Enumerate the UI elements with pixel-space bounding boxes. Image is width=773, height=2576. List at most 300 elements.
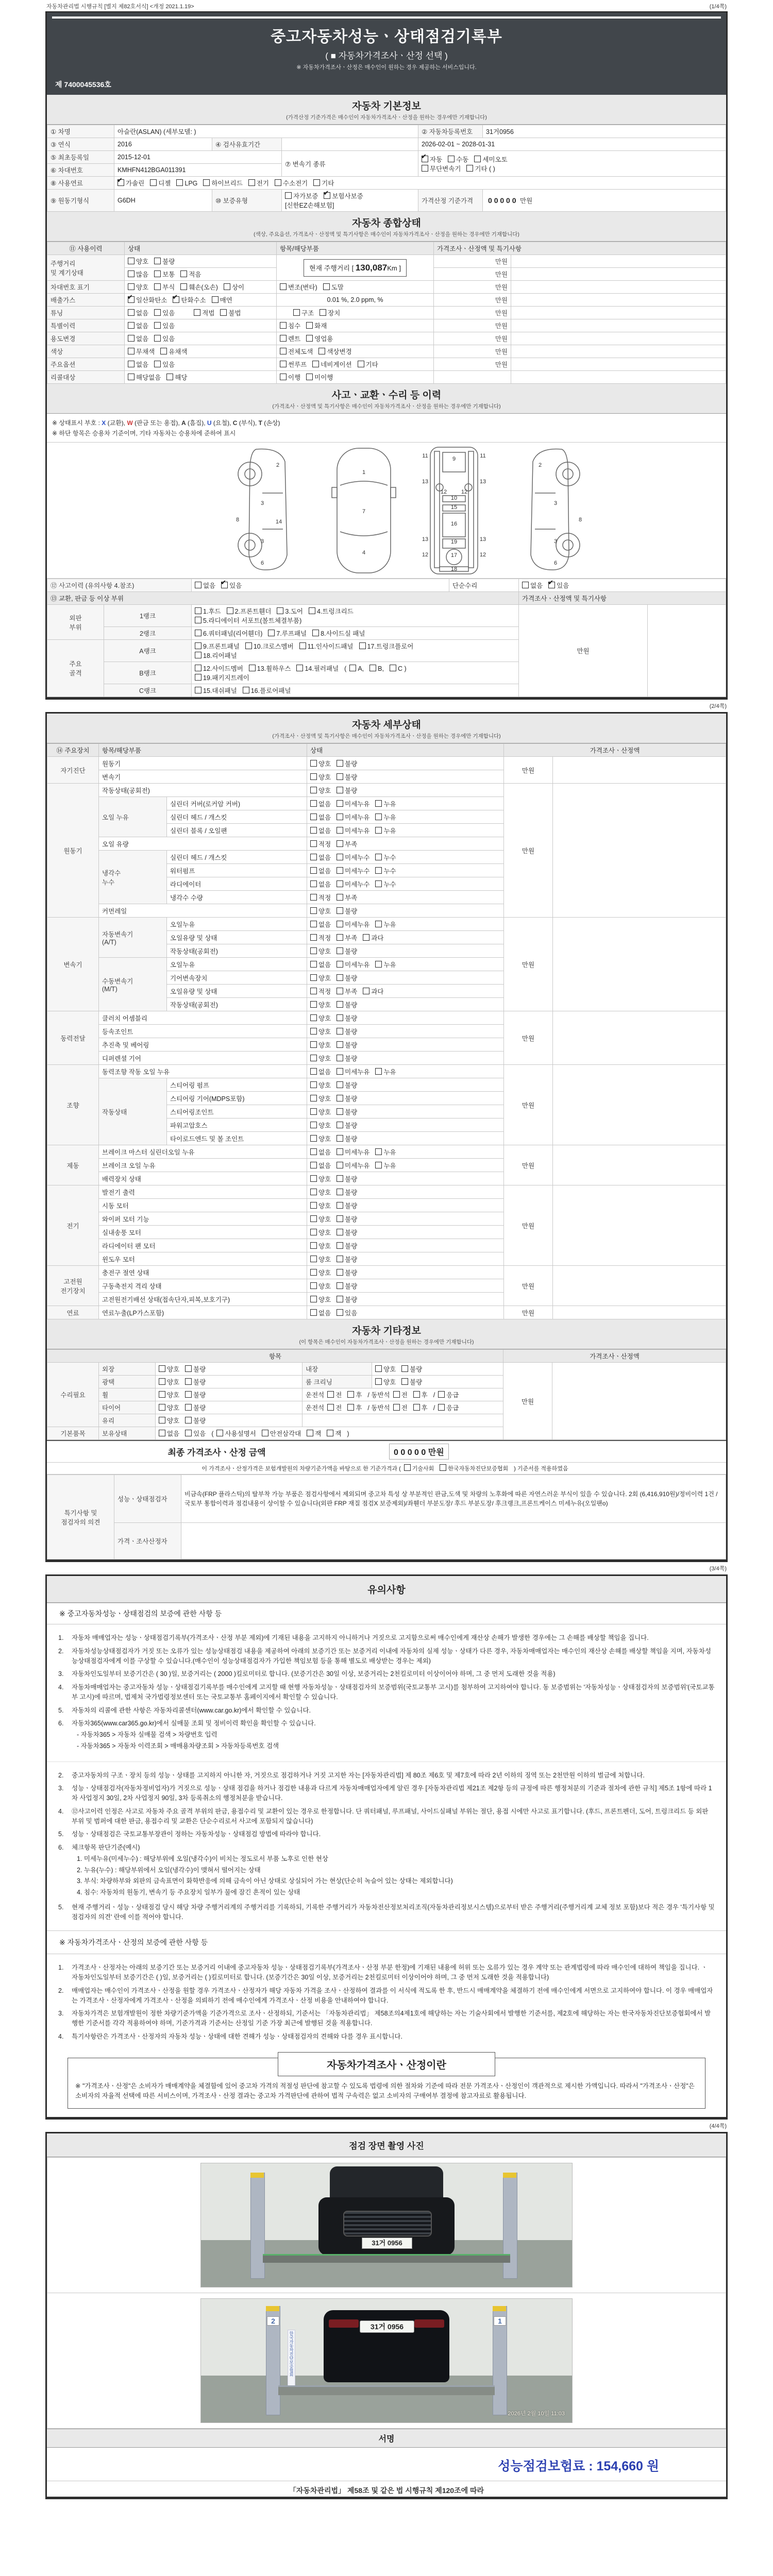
model-year: 2016 <box>114 138 212 151</box>
table-row: 워터펌프 없음 미세누수 누수 <box>47 864 726 877</box>
checkbox-icon <box>337 1189 343 1195</box>
page-block-3 <box>45 1574 728 2120</box>
checkbox-icon <box>337 1256 343 1262</box>
state-options <box>307 851 504 864</box>
checkbox-option: LPG <box>176 179 197 187</box>
checkbox-icon <box>310 867 317 874</box>
checkbox-option: 불량 <box>185 1416 206 1425</box>
checkbox-icon <box>128 374 135 380</box>
checkbox-icon <box>310 947 317 954</box>
checkbox-icon <box>194 309 200 316</box>
checkbox-option: 양호 <box>310 1000 331 1009</box>
checkbox-option: 적정 <box>310 839 331 849</box>
state-options <box>307 1293 504 1306</box>
checkbox-icon <box>337 760 343 767</box>
checkbox-icon <box>320 309 326 316</box>
checkbox-option: 세미오토 <box>474 155 507 164</box>
checkbox-icon <box>310 1095 317 1101</box>
price-cell: 만원 <box>434 294 511 307</box>
checkbox-option: 불량 <box>337 1228 357 1237</box>
checkbox-option: 적법 <box>194 308 214 317</box>
checkbox-icon <box>185 1378 192 1385</box>
table-row: 작동상태 스티어링 펌프 양호 불량 <box>47 1078 726 1092</box>
checkbox-icon <box>337 827 343 834</box>
checkbox-icon <box>337 800 343 807</box>
checkbox-option: 양호 <box>310 1201 331 1210</box>
checkbox-option: 적정 <box>310 987 331 996</box>
diagram-number: 7 <box>362 509 366 515</box>
checkbox-option: 전기 <box>248 178 269 188</box>
checkbox-option: 한국자동차진단보증협회 <box>440 1464 508 1472</box>
checkbox-icon <box>337 1309 343 1316</box>
table-row: 연료 연료누출(LP가스포함) 없음 있음 만원 <box>47 1306 726 1319</box>
state-options <box>307 931 504 944</box>
state-options <box>307 1226 504 1239</box>
state-options <box>307 1092 504 1105</box>
price-cell: 만원 <box>504 1266 553 1306</box>
rank-options <box>192 627 519 640</box>
state-options <box>307 985 504 998</box>
checkbox-icon <box>327 1404 334 1411</box>
checkbox-option: 양호 <box>310 1054 331 1063</box>
checkbox-icon <box>154 270 161 277</box>
table-row: 제동 브레이크 마스터 실린더오일 누유 없음 미세누유 누유 만원 <box>47 1145 726 1159</box>
table-row: 주요옵션 없음 있음 썬루프 네비게이션 기타 만원 <box>47 358 726 371</box>
checkbox-option: ✔자동 <box>422 155 442 164</box>
checkbox-option: 6.쿼터패널(리어휀더) <box>195 629 262 638</box>
checkbox-icon <box>363 934 369 941</box>
checkbox-option: 미이행 <box>306 372 333 382</box>
checkbox-icon <box>310 827 317 834</box>
checkbox-icon <box>128 309 135 316</box>
checkbox-option: 후 <box>413 1403 428 1412</box>
etc-info-table <box>47 1349 726 1440</box>
price-cell: 만원 <box>434 307 511 319</box>
diagram-number: 3 <box>553 500 558 506</box>
checkbox-icon <box>313 179 320 186</box>
checkbox-option: 전 <box>327 1390 342 1399</box>
inspection-fee: 성능점검보험료 : 154,660 원 <box>498 2459 659 2474</box>
checkbox-option: 누수 <box>375 866 396 875</box>
checkbox-icon <box>347 1404 354 1411</box>
state-options <box>307 1105 504 1118</box>
checkbox-icon <box>216 1430 223 1436</box>
checkbox-icon <box>413 1404 420 1411</box>
notices-list-1 <box>47 1624 726 1761</box>
table-row: 오일 누유 실린더 커버(로커암 커버) 없음 미세누유 누유 <box>47 797 726 810</box>
notice-item: 4. 특기사항란은 가격조사ㆍ산정자의 자동차 성능ㆍ상태에 대한 견해가 성능ㆍ상태점검자의 견해와 다를 경우 표시합니다. <box>58 2032 402 2040</box>
checkbox-option: 누유 <box>375 826 396 835</box>
checkbox-option: 미세누유 <box>337 1161 369 1170</box>
checkbox-option: 누수 <box>375 879 396 889</box>
checkbox-option: 양호 <box>310 1013 331 1023</box>
checkbox-option: 양호 <box>310 973 331 982</box>
table-row: ⑨ 원동기형식 G6DH ⑩ 보증유형 자가보증 ✔ 보험사보증[신한EZ손해보험] 가격산정 기준가격 0 0 0 0 0 만원 <box>47 190 726 212</box>
checkbox-option: 불량 <box>337 906 357 916</box>
checkbox-icon <box>159 1378 165 1385</box>
device-group-label: 고전원 전기장치 <box>47 1266 99 1306</box>
post-association-text: 한국자동차진단보증협회 <box>288 2330 295 2395</box>
checkbox-option: 양호 <box>310 1268 331 1277</box>
diagram-number: 3 <box>553 538 558 545</box>
checkbox-option: 누유 <box>375 812 396 822</box>
document-title: 중고자동차성능ㆍ상태점검기록부 <box>271 28 502 45</box>
checkbox-option: 없음 <box>310 853 331 862</box>
checkbox-option: 양호 <box>128 282 148 292</box>
checkbox-icon <box>337 1055 343 1061</box>
device-group-label: 전기 <box>47 1185 99 1266</box>
checkbox-icon <box>154 258 161 264</box>
option-text: ( <box>344 665 347 672</box>
warranty-options <box>282 190 418 212</box>
state-options <box>307 864 504 877</box>
checkbox-icon <box>310 1215 317 1222</box>
state-options <box>307 1212 504 1226</box>
checkbox-option: 기타 <box>313 178 334 188</box>
table-row: 윈도우 모터 양호 불량 <box>47 1252 726 1266</box>
state-options <box>307 944 504 958</box>
notice-item: 2. 매매업자는 매수인이 가격조사ㆍ산정을 원할 경우 가격조사ㆍ산정자가 해당 자동차 가격을 조사ㆍ산정하여 결과를 이 서식에 적도록 한 후, 반드시 매매계약을 체결하기 전에 매수인에게 서면으로 고지하여야 합니다. 이 경우 매매업자는 가격조사ㆍ산정자에게 가격조사ㆍ산정을 의뢰하기 전에 매수인에게 가격조사ㆍ산정 비용을 안내하여야 합니다. <box>58 1987 713 2004</box>
notice-item: 3. 자동차인도일부터 보증기간은 ( 30 )일, 보증거리는 ( 2000 )킬로미터로 합니다. (보증기간은 30일 이상, 보증거리는 2천킬로미터 이상이어야 하며, 그 중 먼저 도래한 것을 적용) <box>58 1670 556 1678</box>
checkbox-option: 후 <box>413 1390 428 1399</box>
checkbox-icon <box>195 630 201 636</box>
checkbox-option: ✔ 탄화수소 <box>173 295 206 304</box>
checkbox-option: 수동 <box>448 155 468 164</box>
fee-area <box>47 2448 726 2481</box>
table-row: 와이퍼 모터 기능 양호 불량 <box>47 1212 726 1226</box>
checkbox-icon <box>312 361 319 367</box>
checkbox-option: 불량 <box>337 946 357 956</box>
checkbox-icon <box>296 665 303 671</box>
checkbox-option: B, <box>369 665 384 672</box>
checkbox-option: 불량 <box>337 1201 357 1210</box>
diagram-number: 15 <box>450 504 458 511</box>
final-price-digits: 0 0 0 0 0 만원 <box>389 1444 449 1460</box>
vin: KMHFN412BGA011391 <box>114 164 282 177</box>
checkbox-icon <box>375 854 382 860</box>
checkbox-option: 18.리어패널 <box>195 651 237 660</box>
final-price-bar <box>47 1440 726 1463</box>
checkbox-icon <box>310 934 317 941</box>
checkbox-option: 잭 <box>307 1429 321 1438</box>
lift-number-right: 1 <box>494 2316 506 2326</box>
state-options <box>307 1159 504 1172</box>
checkbox-icon <box>310 800 317 807</box>
checkbox-icon <box>375 961 382 968</box>
checkbox-icon <box>212 296 219 303</box>
state-options <box>307 1252 504 1266</box>
checkbox-icon <box>375 880 382 887</box>
state-options <box>307 1266 504 1279</box>
notice-subitem: 3. 부식: 차량하부와 외판의 금속표면이 화학반응에 의해 금속이 아닌 상태로 상실되어 가는 현상(단순히 녹슬어 있는 상태는 제외합니다) <box>77 1877 453 1885</box>
table-row: 용도변경 없음 있음 렌트 영업용 만원 <box>47 332 726 345</box>
checkbox-icon <box>280 361 287 367</box>
checkbox-option: 유채색 <box>160 347 187 356</box>
checkbox-icon <box>195 674 201 681</box>
checkbox-option: 미세누수 <box>337 866 369 875</box>
state-options <box>307 1172 504 1185</box>
checkbox-icon <box>154 361 161 367</box>
checkbox-icon <box>337 907 343 914</box>
notice-item: 1. 자동차 매매업자는 성능ㆍ상태점검기록부(가격조사ㆍ산정 부분 제외)에 기재된 내용을 고지하지 아니하거나 거짓으로 고지함으로써 매수인에게 재산상 손해가 발생한 경우에는 그 손해를 배상할 책임을 집니다. <box>58 1634 649 1641</box>
checkbox-option: 수소전기 <box>275 178 308 188</box>
checkbox-option: 없음 <box>310 1067 331 1076</box>
table-row: 라디에이터 없음 미세누수 누수 <box>47 877 726 891</box>
checkbox-option: 불량 <box>337 1241 357 1250</box>
state-options <box>307 810 504 824</box>
table-row: 색상 무채색 유채색 전체도색 색상변경 만원 <box>47 345 726 358</box>
table-row: 작동상태(공회전) 양호 불량 <box>47 998 726 1011</box>
table-row: 냉각수 수량 적정 부족 <box>47 891 726 904</box>
checkbox-option: 불법 <box>220 308 241 317</box>
price-cell: 만원 <box>434 332 511 345</box>
checkbox-icon <box>474 156 481 162</box>
table-header-row: ⑬ 교환, 판금 등 이상 부위 가격조사ㆍ산정액 및 특기사항 <box>47 592 726 605</box>
table-row: 2랭크 6.쿼터패널(리어휀더) 7.루프패널 8.사이드실 패널 <box>47 627 726 640</box>
checkbox-icon <box>306 374 313 380</box>
price-cell: 만원 <box>434 255 511 268</box>
checkbox-option: 불량 <box>337 973 357 982</box>
notice-item: 5. 현재 주행거리ㆍ성능ㆍ상태점검 당시 해당 차량 주행거리계의 주행거리를 기록하되, 기록한 주행거리가 자동차전산정보처리조직(자동차관리정보시스템)으로부터 받은 주행거리(주행거리계 교체 정보 포함)보다 적은 경우 '특기사항 및 점검자의 의견' 란에 이를 적어야 합니다. <box>58 1903 715 1921</box>
device-group-label: 자기진단 <box>47 757 99 784</box>
table-row: 커먼레일 양호 불량 <box>47 904 726 918</box>
price-cell: 만원 <box>504 918 553 1011</box>
document-header <box>47 12 726 95</box>
checkbox-option: 기타 ( ) <box>466 164 495 173</box>
state-options <box>307 1199 504 1212</box>
checkbox-option: 10.크로스멤버 <box>245 641 294 651</box>
checkbox-icon <box>310 1162 317 1168</box>
state-options <box>307 1306 504 1319</box>
checkbox-icon <box>337 1095 343 1101</box>
checkbox-icon <box>180 270 187 277</box>
checkbox-option: ✔ 보험사보증 <box>324 191 363 200</box>
checkbox-option: 불량 <box>337 772 357 782</box>
state-options <box>307 757 504 770</box>
checkbox-option: 누유 <box>375 960 396 969</box>
table-row: 타이로드엔드 및 볼 조인트 양호 불량 <box>47 1132 726 1145</box>
page-block-4 <box>45 2132 728 2499</box>
checkbox-option: 2.프론트휀더 <box>227 606 272 616</box>
checkbox-option: 불량 <box>154 257 175 266</box>
notices-title: 유의사항 <box>47 1576 726 1603</box>
table-row: 고전원전기배선 상태(접속단자,피복,보호기구) 양호 불량 <box>47 1293 726 1306</box>
diagram-number: 13 <box>422 479 429 485</box>
checkbox-option: 없음 <box>310 799 331 808</box>
checkbox-icon <box>309 607 315 614</box>
checkbox-option: 없음 <box>128 321 148 330</box>
table-row: B랭크 12.사이드멤버 13.휠하우스 14.필러패널 ( A, B, C ) 19.패키지트레이 <box>47 662 726 684</box>
table-row: 냉각수 누수 실린더 헤드 / 개스킷 없음 미세누수 누수 <box>47 851 726 864</box>
checkbox-option: 구조 <box>293 308 314 317</box>
checkbox-option: 미세누수 <box>337 879 369 889</box>
notices-heading-1: ※ 중고자동차성능ㆍ상태점검의 보증에 관한 사항 등 <box>47 1603 726 1624</box>
top-strip <box>45 0 728 12</box>
checkbox-option: 불량 <box>337 1281 357 1291</box>
checkbox-option: 13.휠하우스 <box>249 664 291 673</box>
document-subtitle: ( ■ 자동차가격조사ㆍ산정 선택 ) <box>325 51 448 61</box>
option-text: / <box>433 1404 435 1412</box>
simple-repair-options <box>519 579 726 592</box>
checkbox-option: 미세누유 <box>337 920 369 929</box>
checkbox-option: 화재 <box>306 321 327 330</box>
checkbox-icon <box>243 687 249 693</box>
etc-info-title: 자동차 기타정보 (이 항목은 매수인이 자동차가격조사ㆍ산정을 원하는 경우에만 기재합니다) <box>47 1319 726 1349</box>
checkbox-option: 불량 <box>337 1040 357 1049</box>
detail-state-title: 자동차 세부상태 (가격조사ㆍ산정액 및 특기사항은 매수인이 자동차가격조사ㆍ산정을 원하는 경우에만 기재합니다) <box>47 714 726 743</box>
checkbox-option: 불량 <box>337 1188 357 1197</box>
checkbox-icon <box>358 361 364 367</box>
checkbox-option: 양호 <box>375 1364 396 1374</box>
checkbox-option: 8.사이드실 패널 <box>312 629 365 638</box>
checkbox-icon <box>310 1122 317 1128</box>
diagram-number: 10 <box>450 495 458 501</box>
price-cell: 만원 <box>434 358 511 371</box>
checkbox-icon <box>310 974 317 981</box>
checkbox-icon <box>159 1430 165 1436</box>
notice-subitem: - 자동차365 > 자동차 이력조회 > 매매용차량조회 > 자동차등록번호 검색 <box>77 1742 279 1750</box>
checkbox-icon <box>154 309 161 316</box>
state-options <box>307 1025 504 1038</box>
checkbox-option: 누유 <box>375 1147 396 1157</box>
checkbox-option: 없음 <box>310 866 331 875</box>
checkbox-icon <box>337 1135 343 1142</box>
checkbox-icon <box>393 1404 400 1411</box>
lift-ramp <box>278 2385 495 2395</box>
checkbox-option: 미세누유 <box>337 1147 369 1157</box>
checkbox-icon <box>268 630 275 636</box>
price-cell: 만원 <box>434 345 511 358</box>
table-row: 시동 모터 양호 불량 <box>47 1199 726 1212</box>
checkbox-icon <box>299 642 306 649</box>
page-block-1 <box>45 12 728 700</box>
checkbox-icon <box>347 1391 354 1398</box>
checkbox-option: 과다 <box>363 987 383 996</box>
table-row: 브레이크 오일 누유 없음 미세누유 누유 <box>47 1159 726 1172</box>
checkbox-icon <box>375 1068 382 1075</box>
option-text: [신한EZ손해보험] <box>285 202 334 209</box>
checkbox-icon <box>337 1014 343 1021</box>
table-row: C랭크 15.대쉬패널 16.플로어패널 <box>47 684 726 697</box>
checkbox-option: 부족 <box>337 933 357 942</box>
table-row: 주요 골격 A랭크 9.프론트패널 10.크로스멤버 11.인사이드패널 17.트렁크플로어 18.리어패널 <box>47 640 726 662</box>
checkbox-icon <box>128 361 135 367</box>
table-row: 튜닝 없음 있음 적법 불법 구조 장치 만원 <box>47 307 726 319</box>
checkbox-icon <box>310 760 317 767</box>
diagram-number: 3 <box>260 500 264 506</box>
checkbox-option: 자가보증 <box>285 191 318 200</box>
diagram-number: 14 <box>275 519 282 525</box>
checkbox-icon <box>310 814 317 820</box>
state-options <box>307 1052 504 1065</box>
checkbox-icon <box>337 773 343 780</box>
notice-item: 2. 자동차성능상태점검자가 거짓 또는 오류가 있는 성능상태점검 내용을 제공하여 아래의 보증기간 또는 보증거리 이내에 자동차의 실제 성능ㆍ상태가 다른 경우, 자동차매매업자는 매수인의 재산상 손해를 배상할 책임을 지며, 자동차성능상태점검자에게 이를 구상할 수 있습니다.(매수인이 성능상태점검자가 가입한 책임보험 등을 통해 별도로 배상받는 경우는 제외) <box>58 1647 711 1665</box>
price-cell: 만원 <box>504 1306 553 1319</box>
device-group-label: 제동 <box>47 1145 99 1185</box>
table-row: 자기진단 원동기 양호 불량 만원 <box>47 757 726 770</box>
checkbox-option: 부족 <box>337 893 357 902</box>
checkbox-option: 양호 <box>310 1188 331 1197</box>
checkbox-icon <box>310 1068 317 1075</box>
table-header-row: ⑪ 사용이력 상태 항목/해당부품 가격조사ㆍ산정액 및 특기사항 <box>47 242 726 255</box>
checkbox-option: 전 <box>393 1390 408 1399</box>
table-row: 가격ㆍ조사산정자 <box>47 1523 726 1560</box>
lift-post <box>503 2173 517 2279</box>
remarks-table <box>47 1475 726 1560</box>
accident-history-options <box>192 579 449 592</box>
checkbox-option: 해당 <box>166 372 187 382</box>
odometer-cell <box>277 255 434 281</box>
table-row: 특기사항 및 점검자의 의견 성능ㆍ상태점검자 비금속(FRP 플라스틱)의 탈부착 가능 부품은 점검사항에서 제외되며 중고차 특성 상 부분적인 판금,도색 및 차량의 노후화에 따른 자연스러운 부식이 있을 수 있습니다. 2회 (6,416,910원)/정비이력 1건 /국토부 통합이력과 점검내용이 상이할 수 있습니다(외판 FRP 재질 점검X 보증제외)/좌휀더 부분도장/ 후드 부분도장/ 후크랭크,프론트케이스 미세누유(오일팬o) <box>47 1475 726 1523</box>
checkbox-option: ✔ 일산화탄소 <box>128 295 167 304</box>
checkbox-option: 있음 <box>154 321 175 330</box>
checkbox-checked-icon <box>422 156 428 162</box>
table-row: 휠 양호 불량 운전석 전 후 / 동반석 전 후 / 응급 <box>47 1388 726 1401</box>
notice-subitem: 1. 미세누유(미세누수) : 해당부위에 오일(냉각수)이 비치는 정도로서 부품 노후로 인한 현상 <box>77 1855 328 1862</box>
checkbox-option: 양호 <box>310 1241 331 1250</box>
checkbox-option: 후 <box>347 1390 362 1399</box>
price-cell: 만원 <box>504 757 553 784</box>
notices-heading-2: ※ 자동차가격조사ㆍ산정의 보증에 관한 사항 등 <box>47 1930 726 1954</box>
table-row: 유리 양호 불량 <box>47 1414 726 1427</box>
checkbox-option: 양호 <box>310 1214 331 1224</box>
checkbox-icon <box>375 1365 382 1372</box>
checkbox-option: 5.라디에이터 서포트(볼트체결부품) <box>195 616 301 625</box>
table-row: ⑧ 사용연료 ✔ 가솔린 디젤 LPG 하이브리드 전기 수소전기 기타 <box>47 177 726 190</box>
taillight-right <box>414 2319 444 2328</box>
checkbox-icon <box>337 894 343 901</box>
notices-list-3 <box>47 1954 726 2050</box>
diagram-number: 13 <box>422 536 429 543</box>
checkbox-icon <box>293 309 300 316</box>
table-row: 실린더 블록 / 오일팬 없음 미세누유 누유 <box>47 824 726 837</box>
checkbox-icon <box>401 1378 408 1385</box>
checkbox-icon <box>337 974 343 981</box>
engine-type: G6DH <box>114 190 212 212</box>
checkbox-option: 양호 <box>128 257 148 266</box>
table-row: 오일유량 및 상태 적정 부족 과다 <box>47 931 726 944</box>
checkbox-option: 양호 <box>310 1295 331 1304</box>
table-row: 파워고압호스 양호 불량 <box>47 1118 726 1132</box>
price-survey-definition-text: ※ "가격조사ㆍ산정"은 소비자가 매매계약을 체결함에 있어 중고차 가격의 적절성 판단에 참고할 수 있도록 법령에 의한 절차와 기준에 따라 전문 가격조사ㆍ산정인이 객관적으로 제시한 가액입니다. 따라서 "가격조사ㆍ산정"은 소비자의 자율적 선택에 따른 서비스이며, 가격조사ㆍ산정 결과는 중고차 가격판단에 관하여 법적 구속력은 없고 소비자의 구매여부 결정에 참고자료로 활용됩니다. <box>75 2082 695 2099</box>
notice-item: 2. 중고자동차의 구조ㆍ장치 등의 성능ㆍ상태를 고지하지 아니한 자, 거짓으로 점검하거나 거짓 고지한 자는 [자동차관리법] 제 80조 제6호 및 제7호에 따라 2년 이하의 징역 또는 2천만원 이하의 벌금에 처합니다. <box>58 1771 645 1779</box>
header-stripe <box>52 16 721 19</box>
diagram-number: 8 <box>578 517 582 523</box>
checkbox-icon <box>310 988 317 994</box>
checkbox-option: 누유 <box>375 1067 396 1076</box>
car-diagram <box>47 443 726 579</box>
checkbox-option: 12.사이드멤버 <box>195 664 243 673</box>
checkbox-option: 미세누유 <box>337 799 369 808</box>
checkbox-icon <box>185 1404 192 1411</box>
checkbox-option: 없음 <box>522 581 543 590</box>
checkbox-option: 상이 <box>224 282 244 292</box>
diagram-number: 19 <box>450 539 458 545</box>
diagram-number: 3 <box>260 538 264 545</box>
notice-item: 4. 자동차매매업자는 중고자동차 성능ㆍ상태점검기록부를 매수인에게 고지할 때 현행 자동차성능ㆍ상태점검자의 보증범위(국토교통부 고시)를 첨부하여 고지하여야 합니다. 동 보증범위는 '자동차성능ㆍ상태점검자의 보증범위'(국토교통부 고시)에 따르며, 법제처 국가법령정보센터 또는 국토교통부 홈페이지에서 확인할 수 있습니다. <box>58 1684 715 1701</box>
checkbox-option: 기술사회 <box>404 1464 434 1472</box>
price-cell: 만원 <box>434 281 511 294</box>
checkbox-icon <box>195 687 201 693</box>
checkbox-icon <box>224 283 230 290</box>
option-text: / <box>433 1392 435 1399</box>
checkbox-option: 무단변속기 <box>422 164 461 173</box>
checkbox-icon <box>413 1391 420 1398</box>
checkbox-option: 불량 <box>337 1174 357 1183</box>
checkbox-icon <box>438 1404 445 1411</box>
table-row: ⑫ 사고이력 (유의사항 4.참조) 없음 ✔ 있음 단순수리 없음 ✔ 있음 <box>47 579 726 592</box>
checkbox-icon <box>375 867 382 874</box>
